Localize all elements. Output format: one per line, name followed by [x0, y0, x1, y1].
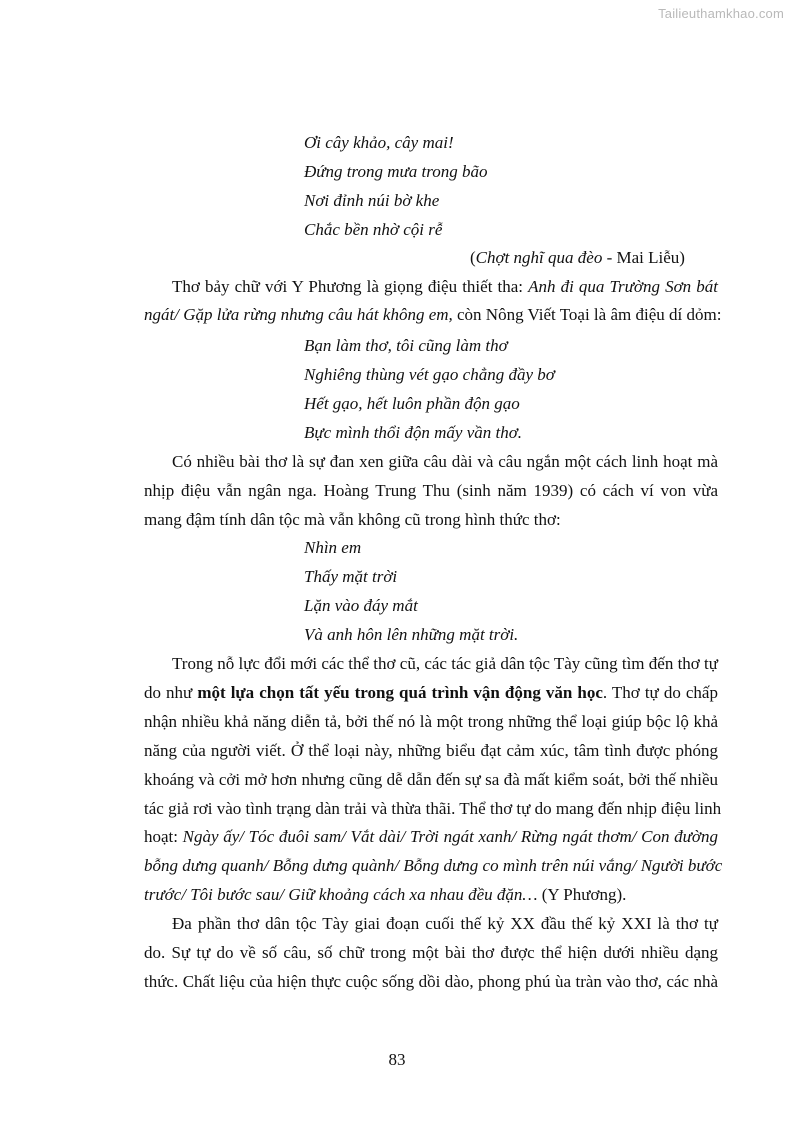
- p4-line-1: Đa phần thơ dân tộc Tày giai đoạn cuối thế kỷ XX đầu thế kỷ XXI là thơ tự: [172, 914, 718, 933]
- p3-line-4: năng của người viết. Ở thể loại này, những biểu đạt cảm xúc, tâm tình được phóng: [144, 741, 718, 760]
- poem2-line-4: Bực mình thổi độn mấy vần thơ.: [304, 423, 523, 442]
- poem3-line-2: Thấy mặt trời: [304, 567, 398, 586]
- poem3-line-1: Nhìn em: [304, 538, 362, 557]
- p1-line-2: ngát/ Gặp lửa rừng nhưng câu hát không em, còn Nông Viết Toại là âm điệu dí dỏm:: [144, 305, 722, 324]
- p3-line-5: khoáng và cởi mở hơn nhưng cũng dễ dẫn đến sự sa đà mất kiểm soát, bởi thế nhiều: [144, 770, 718, 789]
- poem1-line-4: Chắc bền nhờ cội rễ: [304, 220, 443, 239]
- p3-line-8: bỗng dưng quanh/ Bỗng dưng quành/ Bỗng dưng co mình trên núi vắng/ Người bước: [144, 856, 723, 875]
- poem3-line-4: Và anh hôn lên những mặt trời.: [304, 625, 519, 644]
- p4-line-2: do. Sự tự do về số câu, số chữ trong một bài thơ được thể hiện dưới nhiều dạng: [144, 943, 718, 962]
- p2-line-2: nhịp điệu vẫn ngân nga. Hoàng Trung Thu (sinh năm 1939) có cách ví von vừa: [144, 481, 718, 500]
- poem1-line-1: Ơi cây khảo, cây mai!: [304, 133, 454, 152]
- poem2-line-2: Nghiêng thùng vét gạo chẳng đầy bơ: [304, 365, 555, 384]
- poem1-line-2: Đứng trong mưa trong bão: [304, 162, 488, 181]
- p3-line-2: do như một lựa chọn tất yếu trong quá trình vận động văn học. Thơ tự do chấp: [144, 683, 718, 702]
- p2-line-3: mang đậm tính dân tộc mà vẫn không cũ trong hình thức thơ:: [144, 510, 561, 529]
- poem3-line-3: Lặn vào đáy mắt: [304, 596, 418, 615]
- poem1-line-3: Nơi đỉnh núi bờ khe: [304, 191, 440, 210]
- poem2-line-3: Hết gạo, hết luôn phần độn gạo: [304, 394, 520, 413]
- poem1-source-caption: (Chợt nghĩ qua đèo - Mai Liễu): [470, 248, 685, 267]
- p3-line-6: tác giả rơi vào tình trạng dàn trải và thừa thãi. Thể thơ tự do mang đến nhịp điệu linh: [144, 799, 722, 818]
- p3-line-1: Trong nỗ lực đổi mới các thể thơ cũ, các tác giả dân tộc Tày cũng tìm đến thơ tự: [172, 654, 718, 673]
- page-number: 83: [388, 1050, 406, 1069]
- poem2-line-1: Bạn làm thơ, tôi cũng làm thơ: [304, 336, 508, 355]
- p3-line-7: hoạt: Ngày ấy/ Tóc đuôi sam/ Vắt dài/ Trời ngát xanh/ Rừng ngát thơm/ Con đường: [144, 827, 718, 846]
- p1-line-1: Thơ bảy chữ với Y Phương là giọng điệu thiết tha: Anh đi qua Trường Sơn bát: [172, 277, 718, 296]
- p2-line-1: Có nhiều bài thơ là sự đan xen giữa câu dài và câu ngắn một cách linh hoạt mà: [172, 452, 718, 471]
- p3-line-9: trước/ Tôi bước sau/ Giữ khoảng cách xa nhau đều đặn… (Y Phương).: [144, 885, 627, 904]
- p3-line-3: nhận nhiều khả năng diễn tả, bởi thế nó là một trong những thể loại giúp bộc lộ khả: [144, 712, 718, 731]
- p4-line-3: thức. Chất liệu của hiện thực cuộc sống dồi dào, phong phú ùa tràn vào thơ, các nhà: [144, 972, 718, 991]
- watermark-text: Tailieuthamkhao.com: [658, 6, 784, 21]
